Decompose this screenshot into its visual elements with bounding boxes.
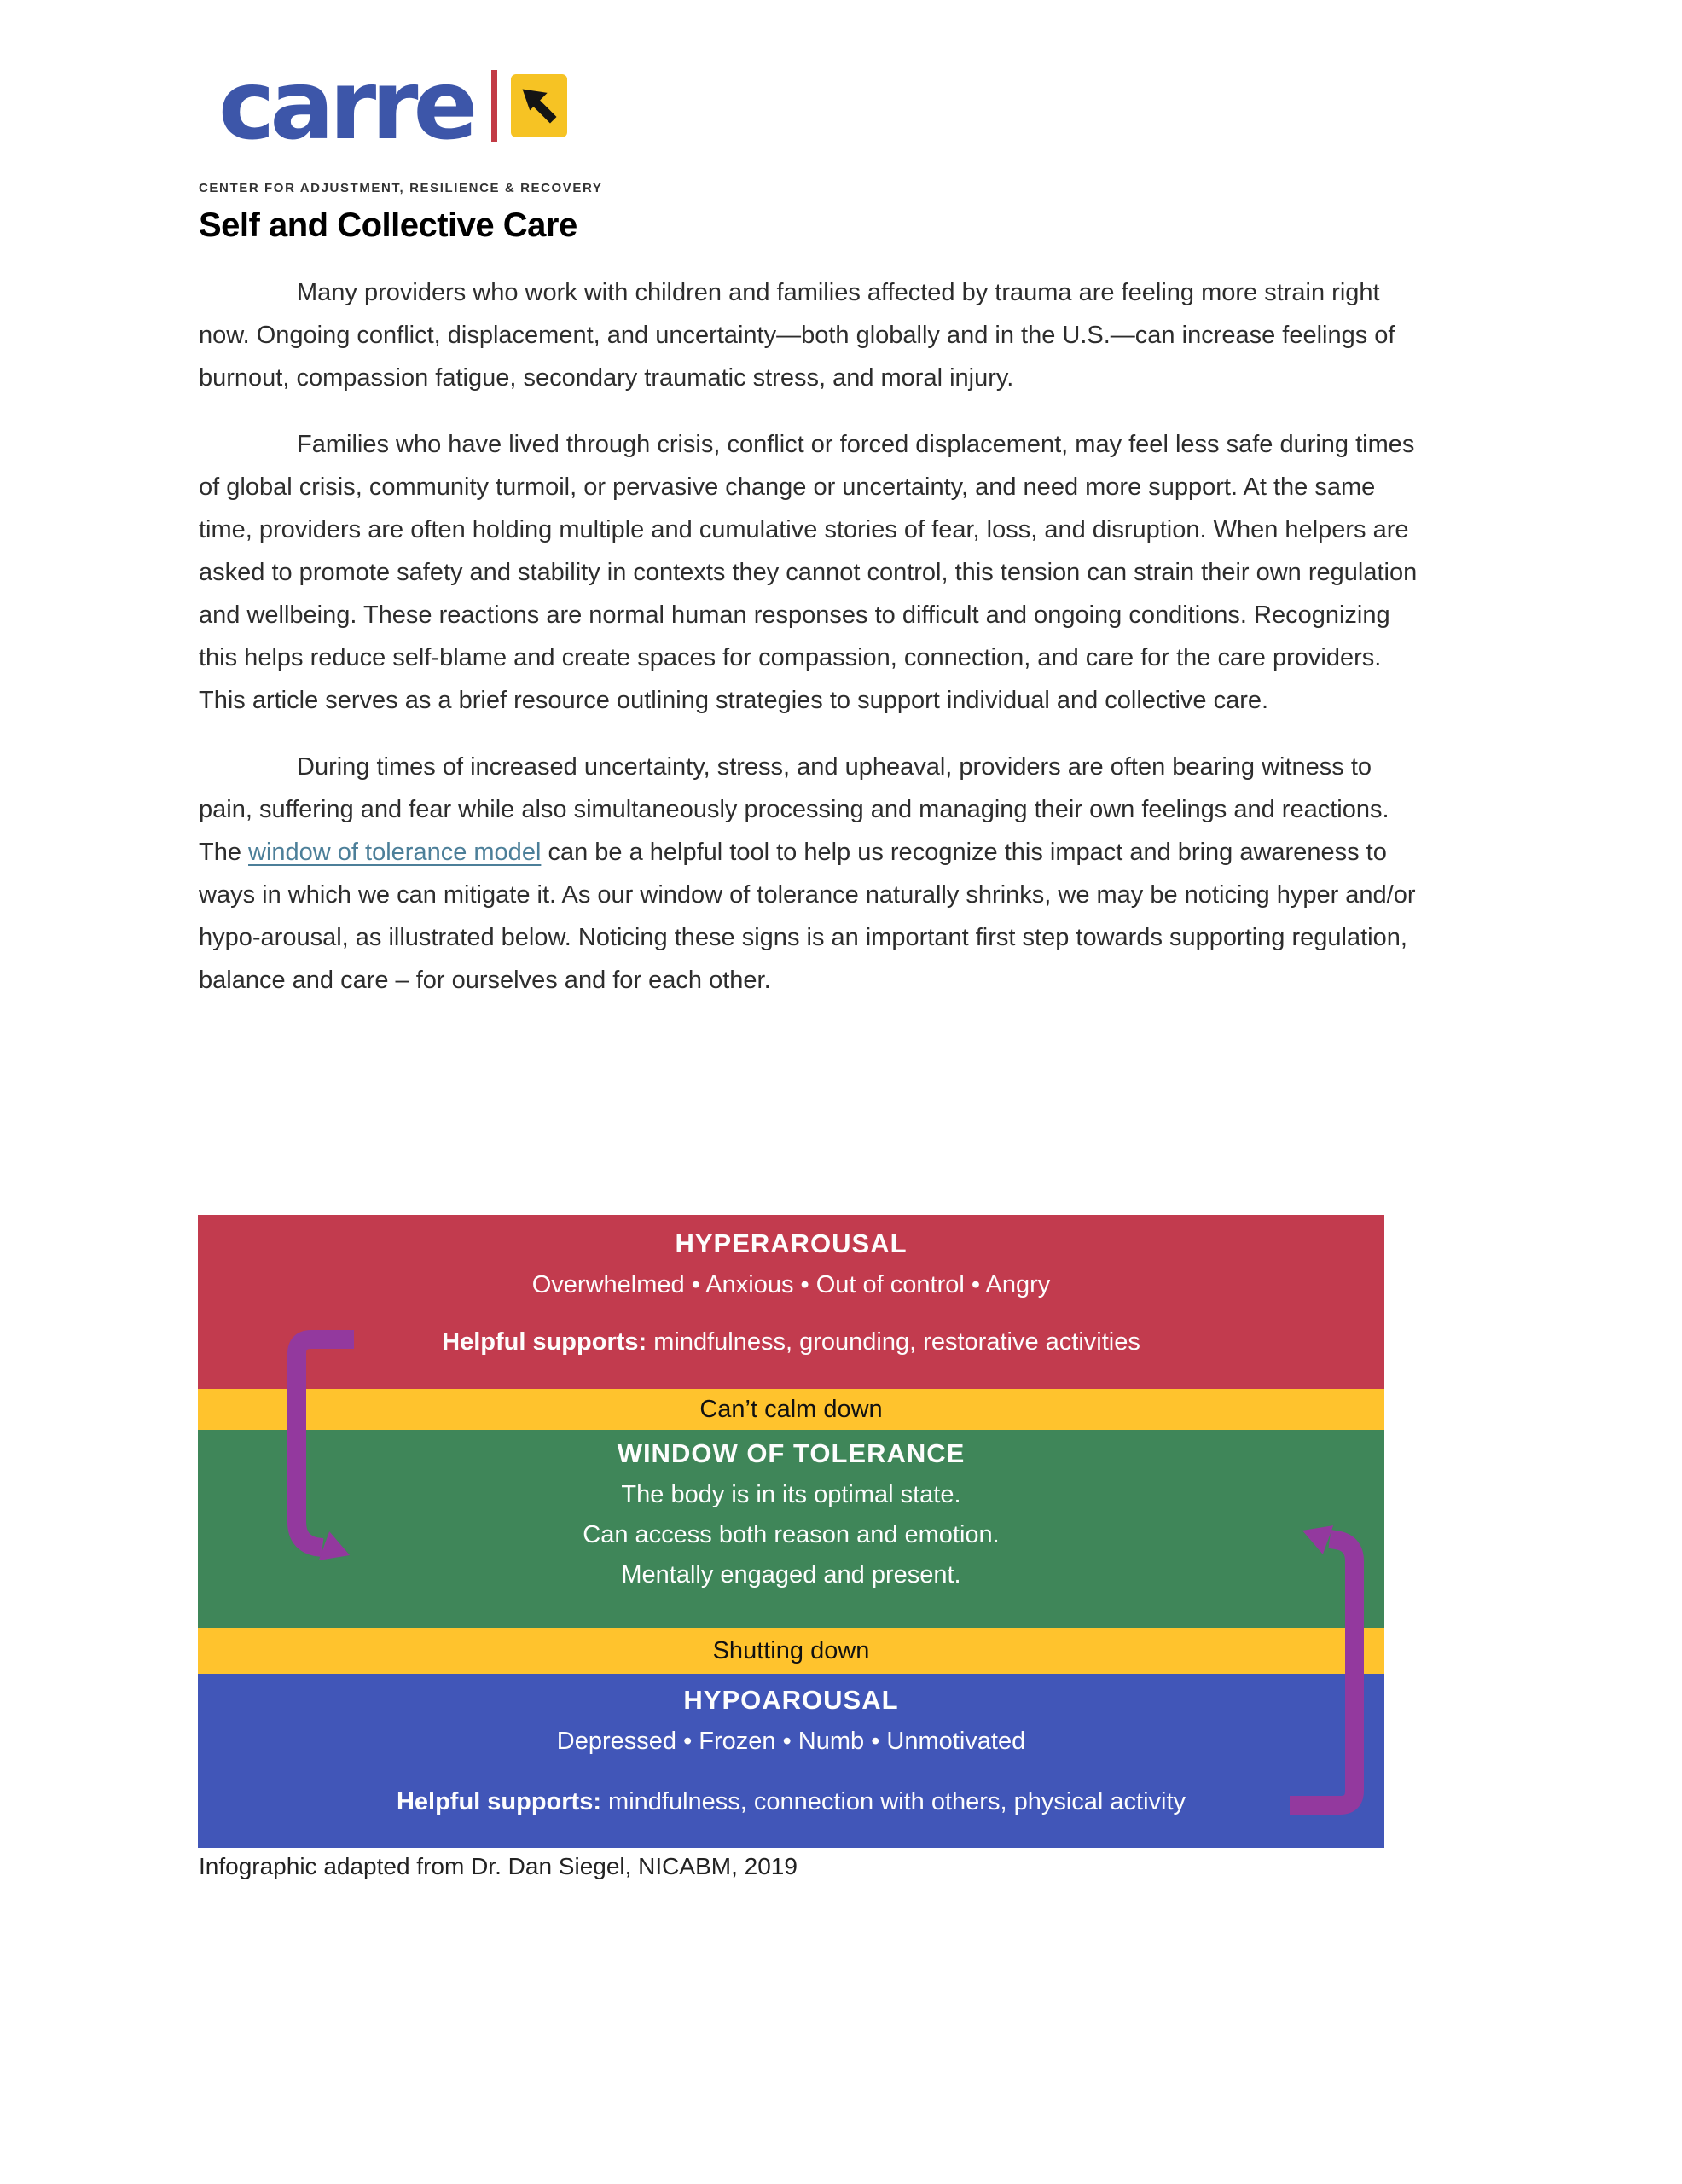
window-of-tolerance-link[interactable]: window of tolerance model [248,839,542,866]
window-of-tolerance-band [198,1430,1384,1628]
hyperarousal-supports-label: Helpful supports: [442,1328,647,1356]
cant-calm-down-band [198,1389,1384,1430]
paragraph-2: Families who have lived through crisis, conflict or forced displacement, may feel less safe during times of global crisis, community turmoil, or pervasive change or uncertainty, and need more support. At the same time, providers are often holding multiple and cumulative stories of fear, loss, and disruption. When helpers are asked to promote safety and stability in contexts they cannot control, this tension can strain their own regulation and wellbeing. These reactions are normal human responses to difficult and ongoing conditions. Recognizing this helps reduce self-blame and create spaces for compassion, connection, and care for the care providers. This article serves as a brief resource outlining strategies to support individual and collective care. [199,431,1418,714]
hypoarousal-supports-text: mindfulness, connection with others, physical activity [601,1788,1186,1815]
hypoarousal-band [198,1674,1384,1848]
article-body [199,271,1431,1025]
window-of-tolerance-infographic [198,1215,1384,1848]
hypoarousal-supports-label: Helpful supports: [396,1788,601,1815]
paragraph-3-text-after: can be a helpful tool to help us recognize this impact and bring awareness to ways in which we can mitigate it. As our window of tolerance naturally shrinks, we may be noticing hyper and/or hypo-arousal, as illustrated below. Noticing these signs is an important first step towards supporting regulation, balance and care – for ourselves and for each other. [199,839,1416,994]
hypoarousal-symptoms: Depressed • Frozen • Numb • Unmotivated [556,1728,1026,1755]
logo [218,50,567,161]
shutting-down-label: Shutting down [712,1636,870,1664]
hyperarousal-supports-text: mindfulness, grounding, restorative activities [647,1328,1140,1356]
paragraph-3 [199,746,1431,1002]
cant-calm-down-label: Can’t calm down [699,1395,883,1423]
infographic-caption: Infographic adapted from Dr. Dan Siegel, NICABM, 2019 [199,1853,798,1879]
shutting-down-band [198,1628,1384,1674]
paragraph-3-text-before: During times of increased uncertainty, stress, and upheaval, providers are often bearing witness to pain, suffering and fear while also simultaneously processing and managing their own feelings and reactions. The [199,753,1389,866]
hyperarousal-supports [442,1327,1140,1356]
irc-logo [511,74,567,137]
hypoarousal-supports [397,1787,1186,1816]
window-line-2: Can access both reason and emotion. [583,1521,1000,1548]
logo-tagline: CENTER FOR ADJUSTMENT, RESILIENCE & RECOVERY [199,181,603,195]
irc-arrow-icon [516,83,562,129]
logo-divider [491,70,497,142]
page-title: Self and Collective Care [199,206,577,244]
window-of-tolerance-title: WINDOW OF TOLERANCE [617,1438,966,1468]
hypoarousal-title: HYPOAROUSAL [683,1685,899,1715]
carre-wordmark: carre [218,50,473,161]
window-line-1: The body is in its optimal state. [621,1481,961,1508]
paragraph-1: Many providers who work with children and families affected by trauma are feeling more strain right now. Ongoing conflict, displacement, and uncertainty—both globally and in the U.S.—can increase feelings of burnout, compassion fatigue, secondary traumatic stress, and moral injury. [199,279,1395,392]
window-line-3: Mentally engaged and present. [621,1561,961,1589]
hyperarousal-band [198,1215,1384,1389]
hyperarousal-symptoms: Overwhelmed • Anxious • Out of control • Angry [531,1271,1051,1298]
hyperarousal-title: HYPERAROUSAL [675,1228,908,1258]
